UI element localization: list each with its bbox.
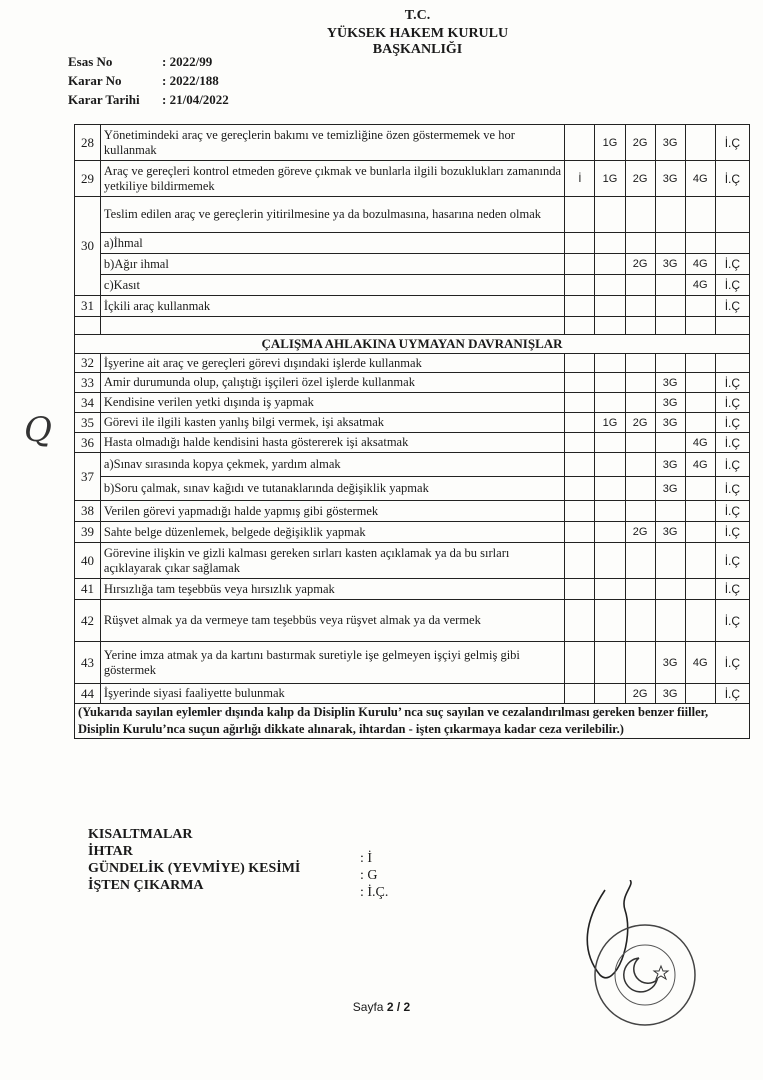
note-row [75,704,750,739]
table-row: b)Ağır ihmal 2G 3G 4G İ.Ç [75,254,750,275]
abbr-value: : G [360,868,378,883]
discipline-table [74,124,750,739]
table-row: 28 Yönetimindeki araç ve gereçlerin bakımı ve temizliğine özen göstermemek ve hor kullanmak 1G 2G 3G İ.Ç [75,125,750,161]
table-row: c)Kasıt 4G İ.Ç [75,275,750,296]
table-row: 31 İçkili araç kullanmak İ.Ç [75,296,750,317]
handwritten-margin-mark: Q [24,410,52,450]
meta-karar: Karar No : 2022/188 [68,73,219,88]
table-note: (Yukarıda sayılan eylemler dışında kalıp da Disiplin Kurulu’ nca suç sayılan ve cezalandırılması gereken benzer fiiller, Disiplin Kurulu’nca suçun ağırlığı dikkate alınarak, ihtardan - işten çıkarmaya kadar ceza verilebilir.) [75,704,750,739]
table-row: b)Soru çalmak, sınav kağıdı ve tutanaklarında değişiklik yapmak 3G İ.Ç [75,477,750,501]
table-row: 44 İşyerinde siyasi faaliyette bulunmak 2G 3G İ.Ç [75,684,750,704]
abbr-value: : İ [360,851,373,866]
table-row: 35 Görevi ile ilgili kasten yanlış bilgi vermek, işi aksatmak 1G 2G 3G İ.Ç [75,413,750,433]
table-row: 36 Hasta olmadığı halde kendisini hasta göstererek işi aksatmak 4G İ.Ç [75,433,750,453]
header-institution: YÜKSEK HAKEM KURULU [326,26,509,41]
case-meta [68,52,229,109]
table-row: 34 Kendisine verilen yetki dışında iş yapmak 3G İ.Ç [75,393,750,413]
abbreviations-title: KISALTMALAR [88,827,193,842]
section-row [75,335,750,354]
header-tc: T.C. [404,8,431,23]
table-row: 38 Verilen görevi yapmadığı halde yapmış gibi göstermek İ.Ç [75,501,750,522]
table-row: 43 Yerine imza atmak ya da kartını bastırmak suretiyle işe gelmeyen işçiyi gelmiş gibi göstermek 3G 4G İ.Ç [75,642,750,684]
section-title: ÇALIŞMA AHLAKINA UYMAYAN DAVRANIŞLAR [75,335,750,354]
meta-karar-tarihi: Karar Tarihi : 21/04/2022 [68,92,229,107]
abbreviations-values [360,850,388,901]
abbr-label: İHTAR [88,844,133,859]
table-row: a)İhmal [75,233,750,254]
abbreviations-block [88,826,300,894]
meta-esas: Esas No : 2022/99 [68,54,213,69]
table-row: 41 Hırsızlığa tam teşebbüs veya hırsızlık yapmak İ.Ç [75,579,750,600]
table-row: 32 İşyerine ait araç ve gereçleri görevi dışındaki işlerde kullanmak [75,354,750,373]
table-row: 37 a)Sınav sırasında kopya çekmek, yardım almak 3G 4G İ.Ç [75,453,750,477]
table-row: 42 Rüşvet almak ya da vermeye tam teşebbüs veya rüşvet almak ya da vermek İ.Ç [75,600,750,642]
table-row: 39 Sahte belge düzenlemek, belgede değişiklik yapmak 2G 3G İ.Ç [75,522,750,543]
table-row: 30 Teslim edilen araç ve gereçlerin yitirilmesine ya da bozulmasına, hasarına neden olmak [75,197,750,233]
page-number: Sayfa 2 / 2 [352,1000,411,1014]
header-presidency: BAŞKANLIĞI [372,42,463,57]
abbr-label: GÜNDELİK (YEVMİYE) KESİMİ [88,861,301,876]
abbr-label: İŞTEN ÇIKARMA [88,878,204,893]
table-spacer-row [75,317,750,335]
abbr-value: : İ.Ç. [360,885,389,900]
table-row: 29 Araç ve gereçleri kontrol etmeden göreve çıkmak ve bunlarla ilgili bozuklukları zamanında yetkiliye bildirmemek İ 1G 2G 3G 4G İ.Ç [75,161,750,197]
table-row: 40 Görevine ilişkin ve gizli kalması gereken sırları kasten açıklamak ya da bu sırları açıklayarak çıkar sağlamak İ.Ç [75,543,750,579]
table-row: 33 Amir durumunda olup, çalıştığı işçileri özel işlerde kullanmak 3G İ.Ç [75,373,750,393]
